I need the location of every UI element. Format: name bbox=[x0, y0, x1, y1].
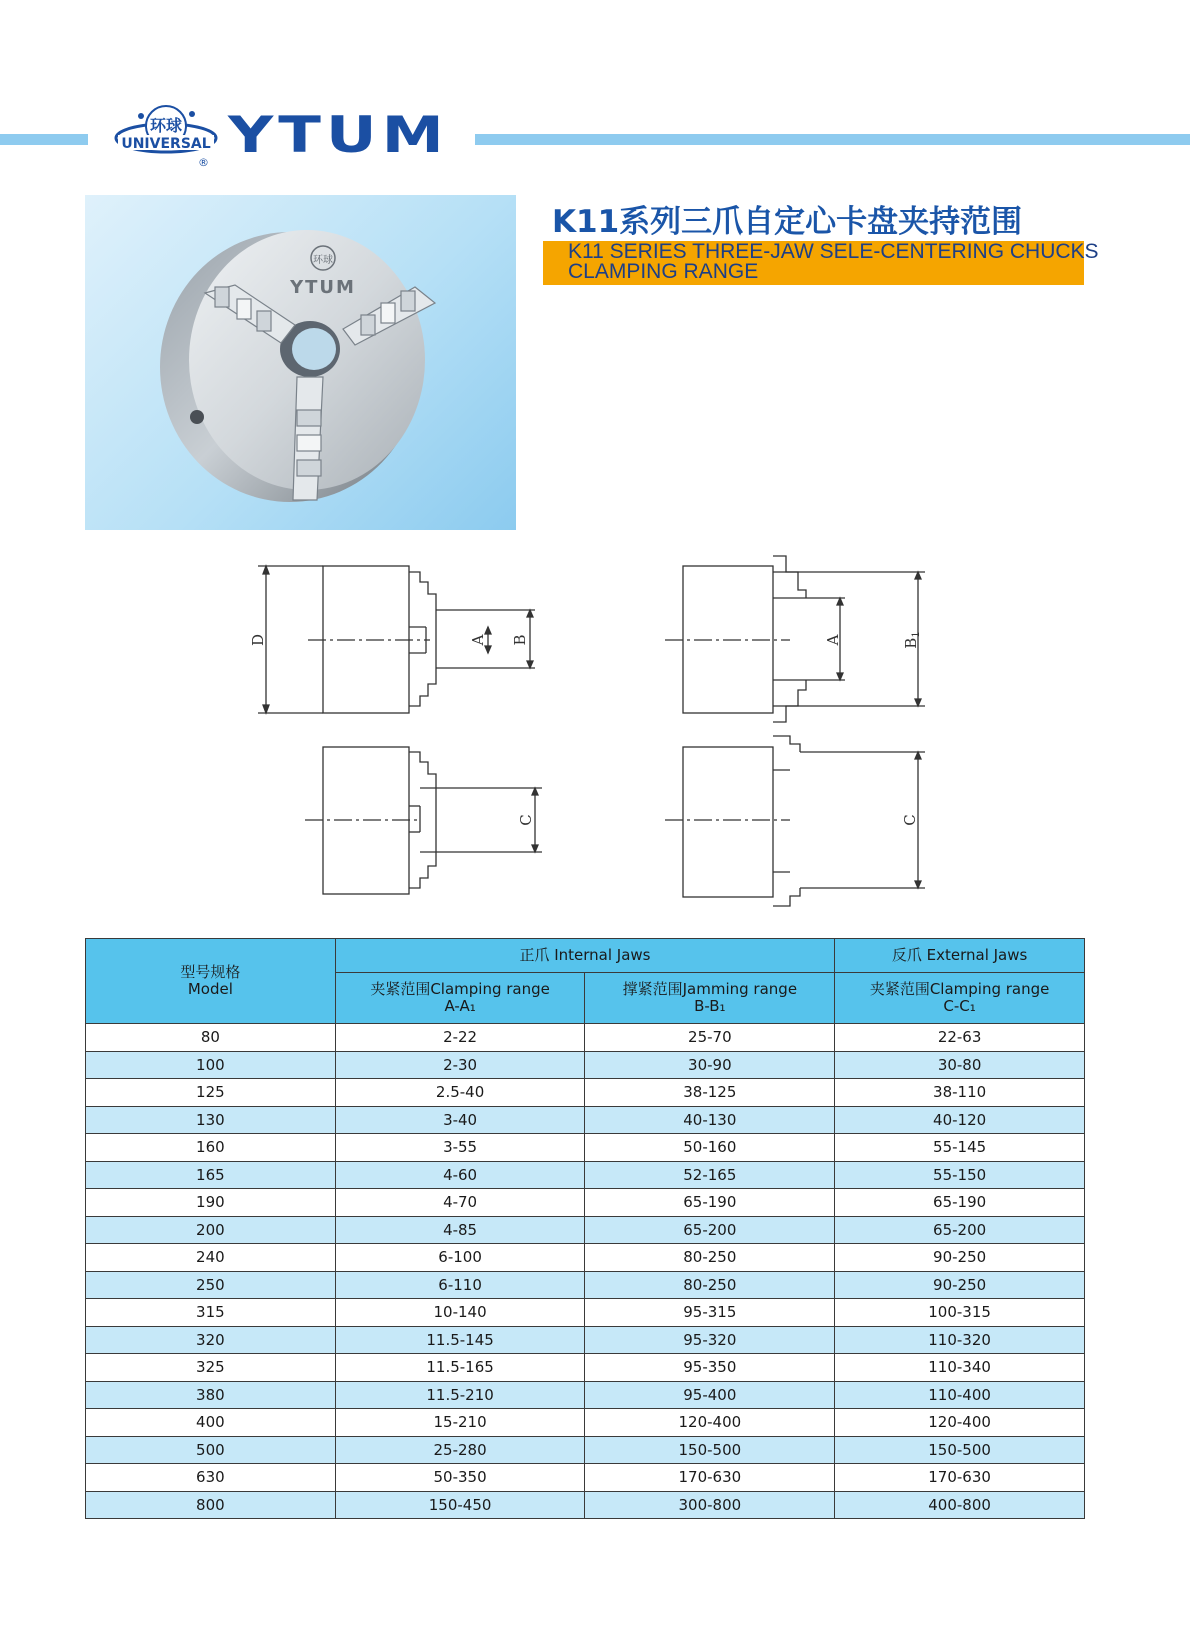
cell-a: 4-70 bbox=[335, 1189, 585, 1217]
brand-name: YTUM bbox=[228, 106, 449, 164]
label-a: A bbox=[469, 634, 487, 646]
cell-model: 250 bbox=[86, 1271, 336, 1299]
table-row bbox=[86, 1381, 1085, 1409]
cell-c: 110-400 bbox=[835, 1381, 1085, 1409]
cell-a: 10-140 bbox=[335, 1299, 585, 1327]
header-model-en: Model bbox=[187, 980, 233, 998]
label-b: B bbox=[511, 634, 529, 646]
diagram-internal-jamming bbox=[665, 556, 925, 722]
header-internal-jaws: 正爪 Internal Jaws bbox=[335, 939, 835, 973]
cell-b: 65-200 bbox=[585, 1216, 835, 1244]
table-row bbox=[86, 1326, 1085, 1354]
table-row bbox=[86, 1079, 1085, 1107]
header-col-b bbox=[585, 973, 835, 1024]
cell-model: 315 bbox=[86, 1299, 336, 1327]
cell-b: 150-500 bbox=[585, 1436, 835, 1464]
table-row bbox=[86, 1436, 1085, 1464]
diagram-external-left bbox=[305, 747, 542, 894]
cell-model: 100 bbox=[86, 1051, 336, 1079]
cell-a: 11.5-165 bbox=[335, 1354, 585, 1382]
table-row bbox=[86, 1134, 1085, 1162]
page-title-en-line2: CLAMPING RANGE bbox=[568, 260, 759, 283]
header-col-b-sub: B-B₁ bbox=[694, 997, 726, 1015]
table-row bbox=[86, 1464, 1085, 1492]
table-row bbox=[86, 1299, 1085, 1327]
cell-b: 95-350 bbox=[585, 1354, 835, 1382]
cell-model: 160 bbox=[86, 1134, 336, 1162]
cell-b: 50-160 bbox=[585, 1134, 835, 1162]
cell-b: 30-90 bbox=[585, 1051, 835, 1079]
table-row bbox=[86, 1189, 1085, 1217]
logo-text-en: UNIVERSAL bbox=[121, 136, 211, 152]
cell-b: 95-400 bbox=[585, 1381, 835, 1409]
cell-b: 120-400 bbox=[585, 1409, 835, 1437]
cell-a: 150-450 bbox=[335, 1491, 585, 1519]
cell-b: 80-250 bbox=[585, 1244, 835, 1272]
cell-c: 38-110 bbox=[835, 1079, 1085, 1107]
cell-model: 190 bbox=[86, 1189, 336, 1217]
cell-model: 80 bbox=[86, 1024, 336, 1052]
header-model-cn: 型号规格 bbox=[180, 963, 241, 981]
chuck-logo-cn: 环球 bbox=[313, 255, 333, 266]
cell-c: 90-250 bbox=[835, 1244, 1085, 1272]
diagram-internal-clamping bbox=[258, 566, 535, 713]
header-col-a bbox=[335, 973, 585, 1024]
cell-a: 2.5-40 bbox=[335, 1079, 585, 1107]
cell-a: 25-280 bbox=[335, 1436, 585, 1464]
cell-a: 6-100 bbox=[335, 1244, 585, 1272]
cell-c: 30-80 bbox=[835, 1051, 1085, 1079]
label-c-right: C bbox=[901, 814, 919, 826]
cell-model: 800 bbox=[86, 1491, 336, 1519]
cell-c: 120-400 bbox=[835, 1409, 1085, 1437]
cell-c: 110-340 bbox=[835, 1354, 1085, 1382]
chuck-brand: YTUM bbox=[290, 277, 356, 298]
header-model bbox=[86, 939, 336, 1024]
cell-b: 300-800 bbox=[585, 1491, 835, 1519]
cell-b: 52-165 bbox=[585, 1161, 835, 1189]
cell-b: 80-250 bbox=[585, 1271, 835, 1299]
table-row bbox=[86, 1491, 1085, 1519]
cell-model: 320 bbox=[86, 1326, 336, 1354]
table-row bbox=[86, 1409, 1085, 1437]
table-row bbox=[86, 1051, 1085, 1079]
cell-c: 150-500 bbox=[835, 1436, 1085, 1464]
label-a-jamming: A bbox=[824, 634, 842, 646]
cell-a: 3-40 bbox=[335, 1106, 585, 1134]
table-row bbox=[86, 1216, 1085, 1244]
cell-model: 630 bbox=[86, 1464, 336, 1492]
cell-b: 65-190 bbox=[585, 1189, 835, 1217]
cell-a: 4-85 bbox=[335, 1216, 585, 1244]
cell-model: 130 bbox=[86, 1106, 336, 1134]
header-col-c bbox=[835, 973, 1085, 1024]
header-col-c-label: 夹紧范围Clamping range bbox=[869, 980, 1050, 998]
cell-a: 11.5-210 bbox=[335, 1381, 585, 1409]
label-b1-subscript: 1 bbox=[911, 631, 922, 638]
clamping-range-table bbox=[85, 938, 1085, 1519]
cell-c: 100-315 bbox=[835, 1299, 1085, 1327]
cell-model: 240 bbox=[86, 1244, 336, 1272]
cell-model: 400 bbox=[86, 1409, 336, 1437]
cell-b: 95-315 bbox=[585, 1299, 835, 1327]
diagram-external-right bbox=[665, 736, 925, 906]
cell-c: 55-150 bbox=[835, 1161, 1085, 1189]
cell-a: 2-22 bbox=[335, 1024, 585, 1052]
cell-model: 325 bbox=[86, 1354, 336, 1382]
header-col-c-sub: C-C₁ bbox=[943, 997, 976, 1015]
cell-a: 6-110 bbox=[335, 1271, 585, 1299]
cell-a: 11.5-145 bbox=[335, 1326, 585, 1354]
cell-a: 15-210 bbox=[335, 1409, 585, 1437]
table-row bbox=[86, 1024, 1085, 1052]
table-row bbox=[86, 1161, 1085, 1189]
table-row bbox=[86, 1106, 1085, 1134]
cell-a: 4-60 bbox=[335, 1161, 585, 1189]
cell-model: 500 bbox=[86, 1436, 336, 1464]
cell-c: 55-145 bbox=[835, 1134, 1085, 1162]
cell-c: 170-630 bbox=[835, 1464, 1085, 1492]
page-title-en-line1: K11 SERIES THREE-JAW SELE-CENTERING CHUCKS bbox=[568, 240, 1099, 263]
cell-model: 200 bbox=[86, 1216, 336, 1244]
cell-model: 125 bbox=[86, 1079, 336, 1107]
label-d: D bbox=[249, 633, 267, 647]
page-title-cn: K11系列三爪自定心卡盘夹持范围 bbox=[552, 204, 1023, 240]
logo-text-cn: 环球 bbox=[149, 116, 183, 135]
label-c-left: C bbox=[517, 814, 535, 826]
cell-c: 65-200 bbox=[835, 1216, 1085, 1244]
cell-c: 22-63 bbox=[835, 1024, 1085, 1052]
cell-c: 40-120 bbox=[835, 1106, 1085, 1134]
cell-b: 95-320 bbox=[585, 1326, 835, 1354]
cell-c: 110-320 bbox=[835, 1326, 1085, 1354]
table-row bbox=[86, 1244, 1085, 1272]
header-col-b-label: 撑紧范围Jamming range bbox=[622, 980, 798, 998]
cell-c: 65-190 bbox=[835, 1189, 1085, 1217]
cell-b: 40-130 bbox=[585, 1106, 835, 1134]
header-col-a-sub: A-A₁ bbox=[444, 997, 476, 1015]
cell-a: 2-30 bbox=[335, 1051, 585, 1079]
table-row bbox=[86, 1271, 1085, 1299]
cell-b: 38-125 bbox=[585, 1079, 835, 1107]
cell-a: 50-350 bbox=[335, 1464, 585, 1492]
label-b1: $B_1$ bbox=[902, 631, 922, 649]
cell-c: 400-800 bbox=[835, 1491, 1085, 1519]
cell-c: 90-250 bbox=[835, 1271, 1085, 1299]
header-col-a-label: 夹紧范围Clamping range bbox=[370, 980, 550, 998]
registered-mark: ® bbox=[198, 156, 209, 169]
cell-model: 165 bbox=[86, 1161, 336, 1189]
cell-b: 170-630 bbox=[585, 1464, 835, 1492]
cell-b: 25-70 bbox=[585, 1024, 835, 1052]
cell-a: 3-55 bbox=[335, 1134, 585, 1162]
header-external-jaws: 反爪 External Jaws bbox=[835, 939, 1085, 973]
cell-model: 380 bbox=[86, 1381, 336, 1409]
table-row bbox=[86, 1354, 1085, 1382]
